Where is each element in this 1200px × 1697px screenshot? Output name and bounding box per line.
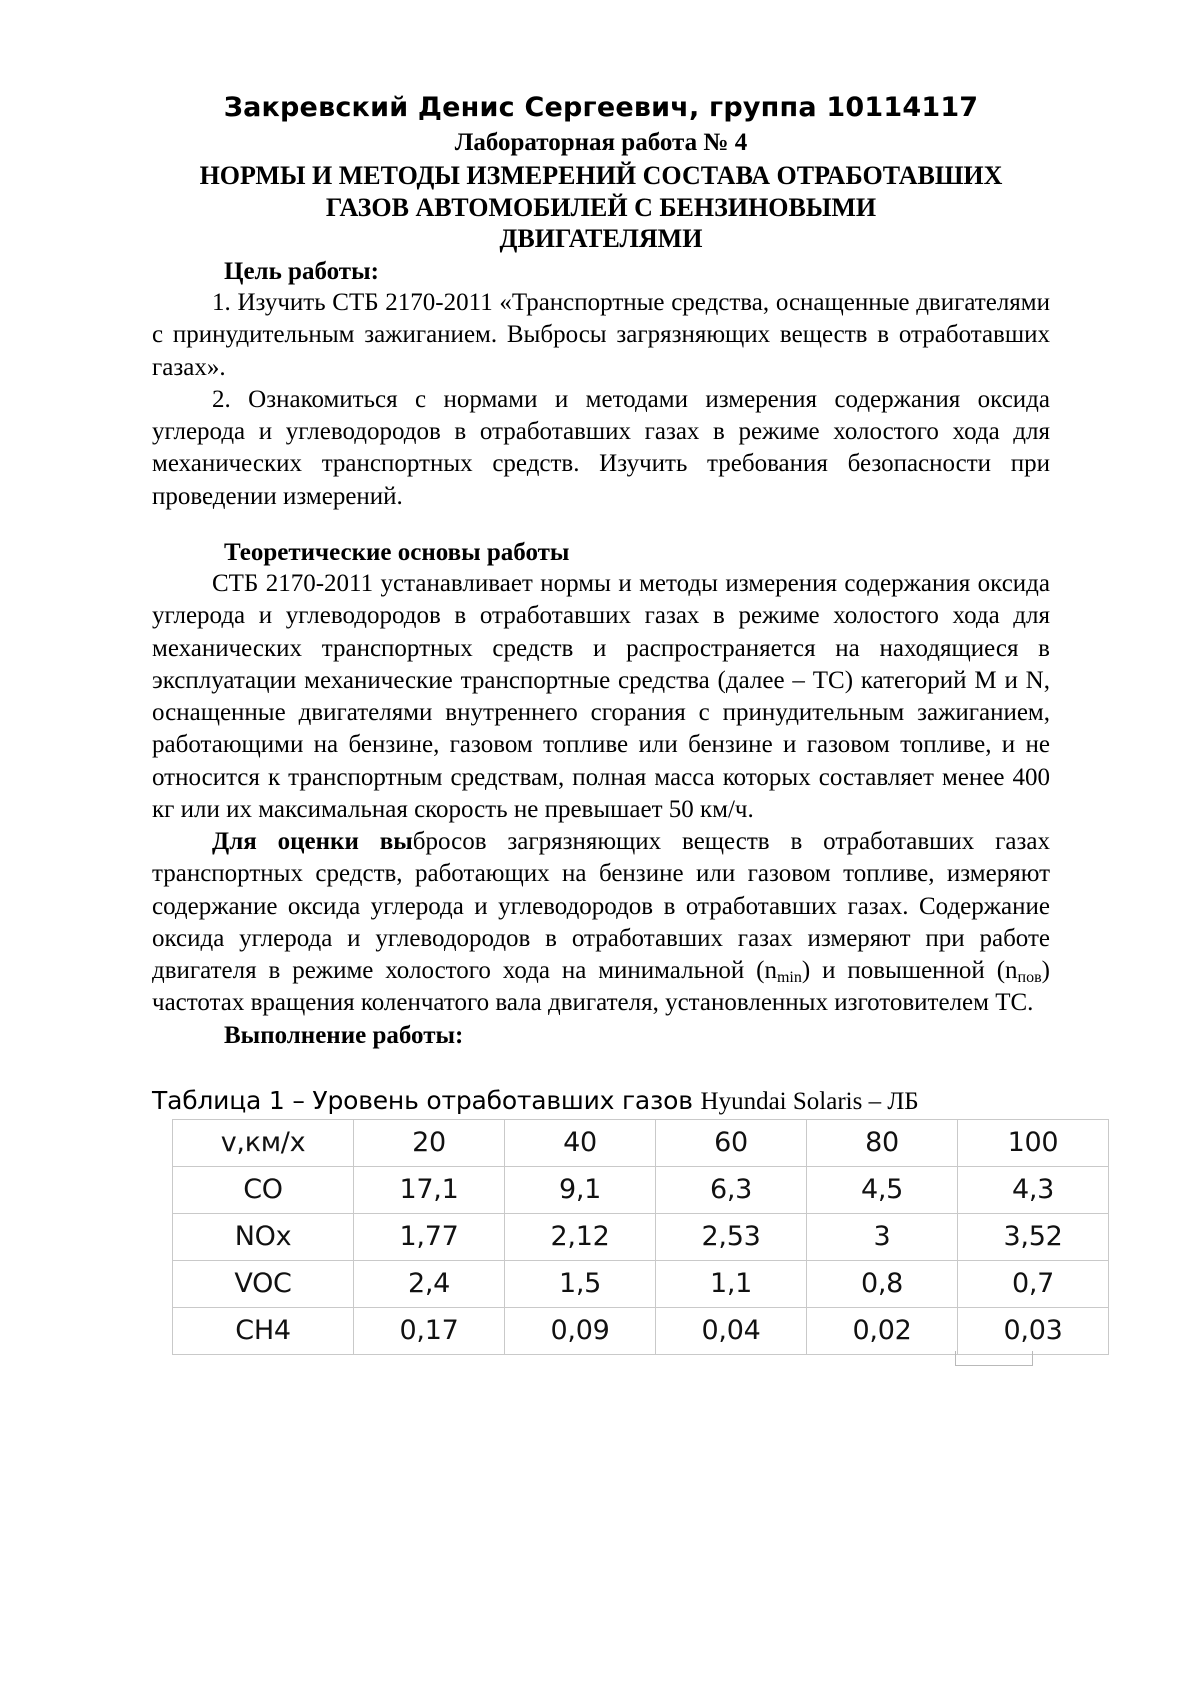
evaluation-text-mid: ) и повышенной (n [801, 957, 1018, 985]
table-row [173, 1213, 1109, 1260]
exhaust-gas-table [172, 1119, 1109, 1355]
table-cell: 20 [354, 1119, 505, 1166]
spacer-before-table [152, 1051, 1050, 1085]
table-row-label: CH4 [173, 1307, 354, 1354]
table-cell: 17,1 [354, 1166, 505, 1213]
table-cell: 0,04 [656, 1307, 807, 1354]
table-cell: 100 [958, 1119, 1109, 1166]
table-row-label: NOx [173, 1213, 354, 1260]
table-row [173, 1119, 1109, 1166]
evaluation-text-rest: бросов загрязняющих веществ в отработавших газах транспортных средств, работающих на бензине или газовом топливе, измеряют содержание оксида углерода и углеводородов в отработавших газах. Содержание оксида углерода и углеводородов в отработавших газах измеряют при работе двигателя в режиме холостого хода на минимальной (n [152, 828, 1050, 985]
table-row-label: v,км/х [173, 1119, 354, 1166]
table-cell: 0,8 [807, 1260, 958, 1307]
table-cell: 40 [505, 1119, 656, 1166]
labwork-line: Лабораторная работа № 4 [454, 128, 748, 156]
table-cell: 60 [656, 1119, 807, 1166]
document-title [152, 160, 1050, 254]
table-cell: 0,02 [807, 1307, 958, 1354]
table-row-label: CO [173, 1166, 354, 1213]
title-line-2: ГАЗОВ АВТОМОБИЛЕЙ С БЕНЗИНОВЫМИ [325, 192, 877, 222]
theory-heading: Теоретические основы работы [224, 538, 570, 566]
table-cell: 4,3 [958, 1166, 1109, 1213]
table-row [173, 1307, 1109, 1354]
exhaust-gas-table-body [173, 1119, 1109, 1354]
evaluation-text-tail: ) частотах вращения коленчатого вала двигателя, установленных изготовителем ТС. [152, 957, 1050, 1017]
table-cell: 1,1 [656, 1260, 807, 1307]
evaluation-paragraph [152, 826, 1050, 1020]
table-cell: 3 [807, 1213, 958, 1260]
table-caption-model: Hyundai Solaris – ЛБ [700, 1087, 919, 1115]
table-caption [152, 1085, 1050, 1117]
title-line-3: ДВИГАТЕЛЯМИ [499, 223, 703, 253]
table-cell: 1,77 [354, 1213, 505, 1260]
evaluation-bold-lead: Для оценки вы [212, 828, 413, 856]
goal-item-2: 2. Ознакомиться с нормами и методами измерения содержания оксида углерода и углеводородов в отработавших газах в режиме холостого хода для механических транспортных средств. Изучить требования безопасности при проведении измерений. [152, 385, 1050, 510]
table-cell: 0,09 [505, 1307, 656, 1354]
table-cell: 9,1 [505, 1166, 656, 1213]
subscript-nmin: min [776, 969, 802, 986]
table-row [173, 1260, 1109, 1307]
table-cell: 0,03 [958, 1307, 1109, 1354]
table-row-label: VOC [173, 1260, 354, 1307]
spacer-after-goals [152, 513, 1050, 537]
table-cell: 4,5 [807, 1166, 958, 1213]
table-caption-main: Таблица 1 – Уровень отработавших газов [152, 1085, 701, 1115]
theory-paragraph: СТБ 2170-2011 устанавливает нормы и методы измерения содержания оксида углерода и углеводородов в отработавших газах в режиме холостого хода для механических транспортных средств и распространяется на находящиеся в эксплуатации механические транспортные средства (далее – ТС) категорий M и N, оснащенные двигателями внутреннего сгорания с принудительным зажиганием, работающими на бензине, газовом топливе или бензине и газовом топливе, и не относится к транспортным средствам, полная масса которых составляет менее 400 кг или их максимальная скорость не превышает 50 км/ч. [152, 570, 1050, 823]
goal-item-1: 1. Изучить СТБ 2170-2011 «Транспортные средства, оснащенные двигателями с принудительным зажиганием. Выбросы загрязняющих веществ в отработавших газах». [152, 289, 1050, 381]
table-cell: 2,53 [656, 1213, 807, 1260]
execution-heading: Выполнение работы: [224, 1021, 464, 1049]
goal-heading: Цель работы: [224, 257, 379, 285]
table-cell: 80 [807, 1119, 958, 1166]
table-cell: 3,52 [958, 1213, 1109, 1260]
table-edge-artifact [955, 1351, 1033, 1366]
title-line-1: НОРМЫ И МЕТОДЫ ИЗМЕРЕНИЙ СОСТАВА ОТРАБОТАВШИХ [199, 161, 1003, 191]
table-cell: 6,3 [656, 1166, 807, 1213]
table-row [173, 1166, 1109, 1213]
table-cell: 0,7 [958, 1260, 1109, 1307]
table-cell: 1,5 [505, 1260, 656, 1307]
table-cell: 2,12 [505, 1213, 656, 1260]
table-cell: 2,4 [354, 1260, 505, 1307]
table-cell: 0,17 [354, 1307, 505, 1354]
exhaust-gas-table-wrapper [172, 1119, 1063, 1355]
subscript-npov: пов [1017, 969, 1042, 986]
author-line: Закревский Денис Сергеевич, группа 10114117 [223, 92, 979, 123]
